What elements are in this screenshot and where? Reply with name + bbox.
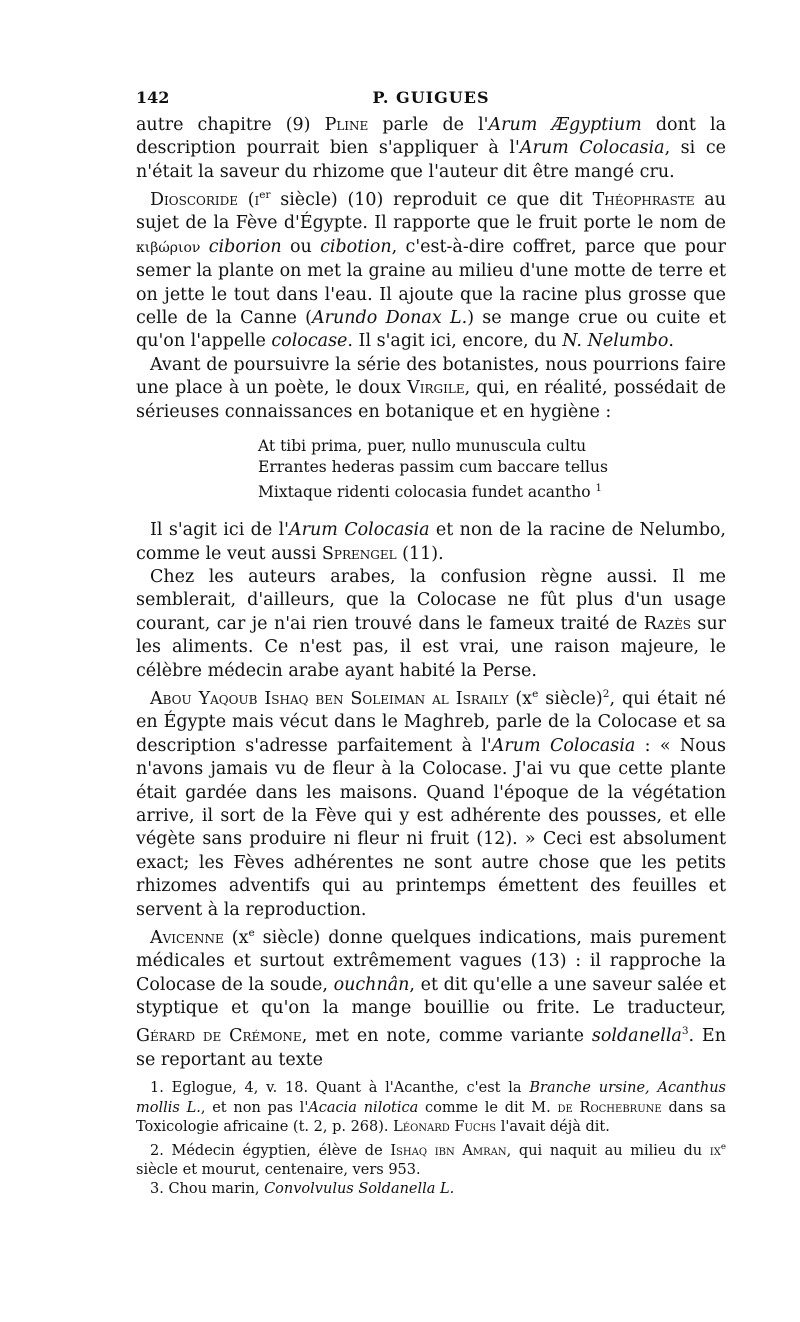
verse-line: Mixtaque ridenti colocasia fundet acantho $^1$ [258, 483, 602, 502]
text-run: (x [223, 927, 249, 948]
text-run: et non de la racine de Nelumbo, comme le veut aussi [136, 520, 726, 564]
text-run: ix [709, 1142, 721, 1159]
text-run: . Il s'agit ici, encore, du [347, 331, 563, 352]
text-run: e [248, 927, 255, 939]
text-run: colocase [271, 331, 348, 352]
text-run: ( [238, 190, 255, 211]
text-run: Acacia nilotica [308, 1099, 419, 1116]
paragraph [136, 184, 726, 354]
text-run: Arundo Donax L. [312, 308, 468, 329]
page-number: 142 [136, 88, 170, 107]
text-run: er [259, 189, 271, 202]
text-run: Avicenne [150, 927, 224, 948]
paragraphs-before-verse [136, 114, 726, 424]
text-run: Arum Colocasia [289, 520, 430, 541]
text-run: soldanella [591, 1026, 682, 1047]
text-run: 1. Eglogue, 4, v. 18. Quant à l'Acanthe, c'est la [150, 1080, 530, 1096]
text-run: Léonard Fuchs [393, 1119, 497, 1135]
footnote [136, 1138, 726, 1181]
text-run: 2. Médecin égyptien, élève de [150, 1142, 391, 1159]
text-run: e [532, 688, 539, 701]
text-run: Théophraste [592, 190, 695, 211]
text-run: ) se mange crue ou cuite et qu'on l'appelle [136, 308, 726, 352]
text-run: cibotion [320, 236, 392, 257]
verse-line: At tibi prima, puer, nullo munuscula cultu [258, 437, 587, 456]
footnote-marker: 1 [595, 483, 602, 495]
text-run: , met en note, comme variante [301, 1026, 592, 1047]
footnotes [136, 1079, 726, 1200]
paragraph [136, 114, 726, 184]
verse-quotation [258, 436, 726, 503]
main-text [136, 114, 726, 1072]
text-run: siècle) donne quelques indications, mais purement médicales et surtout extrêmement vagues (13) : il rapproche la Colocase de la soude, [136, 927, 726, 995]
text-run: siècle) (10) reproduit ce que dit [270, 190, 593, 211]
text-run: Dioscoride [150, 190, 239, 211]
verse-line: Errantes hederas passim cum baccare tellus [258, 458, 608, 477]
text-run: siècle et mourut, centenaire, vers 953. [136, 1161, 421, 1178]
text-run: sur les aliments. Ce n'est pas, il est vrai, une raison majeure, le célèbre médecin arabe ayant habité la Perse. [136, 613, 726, 681]
text-run: Gérard de Crémone [136, 1026, 302, 1047]
text-run: dont la description pourrait bien s'appliquer à l' [136, 115, 727, 159]
text-run: parle de l' [368, 115, 489, 135]
text-run: Arum Ægyptium [488, 115, 642, 135]
text-run: , qui était né en Égypte mais vécut dans le Maghreb, parle de la Colocase et sa description s'adresse parfaitement à l' [136, 688, 726, 756]
page-header [136, 88, 726, 112]
footnote [136, 1079, 726, 1138]
text-run: , c'est-à-dire coffret, parce que pour semer la plante on met la graine au milieu d'une motte de terre et on jette le tout dans l'eau. Il ajoute que la racine plus grosse que celle de la Canne ( [136, 236, 726, 329]
text-run: ciborion [208, 236, 282, 257]
text-run: Virgile [407, 378, 465, 399]
paragraph [136, 683, 726, 922]
text-run: Il s'agit ici de l' [150, 520, 289, 541]
text-run: , qui, en réalité, possédait de sérieuses connaissances en botanique et en hygiène : [136, 378, 726, 422]
paragraphs-after-verse [136, 519, 726, 1072]
text-run: ouchnân [333, 974, 410, 995]
text-run: (x [508, 688, 533, 709]
text-run: . En se reportant au texte [136, 1026, 726, 1070]
text-run: Pline [324, 115, 369, 135]
text-run: de Rochebrune [557, 1099, 662, 1116]
paragraph [136, 566, 726, 683]
text-run: Convolvulus Soldanella L. [264, 1181, 455, 1198]
text-run: , si ce n'était la saveur du rhizome que l'auteur dit être mangé cru. [136, 138, 726, 182]
text-run: N. Nelumbo [562, 331, 669, 352]
text-run: ou [281, 236, 321, 257]
text-run: κιβώριον [136, 239, 201, 256]
text-run: 3. Chou marin, [150, 1181, 265, 1198]
text-run: , et dit qu'elle a une saveur salée et styptique et qu'on la mange bouillie ou frite. Le traducteur, [136, 974, 726, 1019]
running-head: P. GUIGUES [372, 88, 490, 107]
text-run: l'avait déjà dit. [496, 1119, 610, 1135]
text-run: autre chapitre (9) [136, 115, 325, 135]
text-run: e [720, 1141, 726, 1152]
text-run: comme le dit M. [418, 1099, 558, 1116]
text-run: 2 [602, 688, 610, 701]
text-run: siècle) [538, 688, 603, 709]
text-run: : « Nous n'avons jamais vu de fleur à la Colocase. J'ai vu que cette plante était gardée dans les maisons. Quand l'époque de la végétation arrive, il sort de la Fève qui y est adhérente des pousses, et elle végète sans produire ni fleur ni fruit (12). » Ceci est absolument exact; les Fèves adhérentes ne sont autre chose que les petits rhizomes adventifs qui au printemps émettent des feuilles et servent à la reproduction. [136, 735, 726, 920]
text-run: . [668, 331, 674, 352]
text-run: (11). [396, 543, 444, 564]
footnote [136, 1180, 726, 1200]
text-run: i [254, 190, 260, 211]
text-run: , qui naquit au milieu du [506, 1142, 710, 1159]
text-run: , et non pas l' [200, 1099, 309, 1116]
text-run: Razès [643, 613, 691, 634]
text-run: Ishaq ibn Amran [390, 1142, 507, 1159]
text-run: Arum Colocasia [519, 138, 665, 159]
paragraph [136, 922, 726, 1072]
paragraph [136, 519, 726, 566]
text-run: 3 [681, 1025, 689, 1038]
text-run: Branche ursine, Acanthus mollis L. [136, 1080, 726, 1116]
text-run [200, 237, 208, 257]
text-run: Abou Yaqoub Ishaq ben Soleiman al Israily [150, 688, 509, 709]
text-run: Chez les auteurs arabes, la confusion règne aussi. Il me semblerait, d'ailleurs, que la Colocase ne fût plus d'un usage courant, car je n'ai rien trouvé dans le fameux traité de [136, 567, 726, 634]
text-run: au sujet de la Fève d'Égypte. Il rapporte que le fruit porte le nom de [136, 190, 726, 234]
text-run: Avant de poursuivre la série des botanistes, nous pourrions faire une place à un poète, le doux [136, 354, 726, 399]
text-run: Arum Colocasia [491, 735, 636, 756]
text-run: dans sa Toxicologie africaine (t. 2, p. 268). [136, 1099, 727, 1135]
paragraph [136, 354, 726, 424]
text-run: Sprengel [321, 543, 397, 564]
